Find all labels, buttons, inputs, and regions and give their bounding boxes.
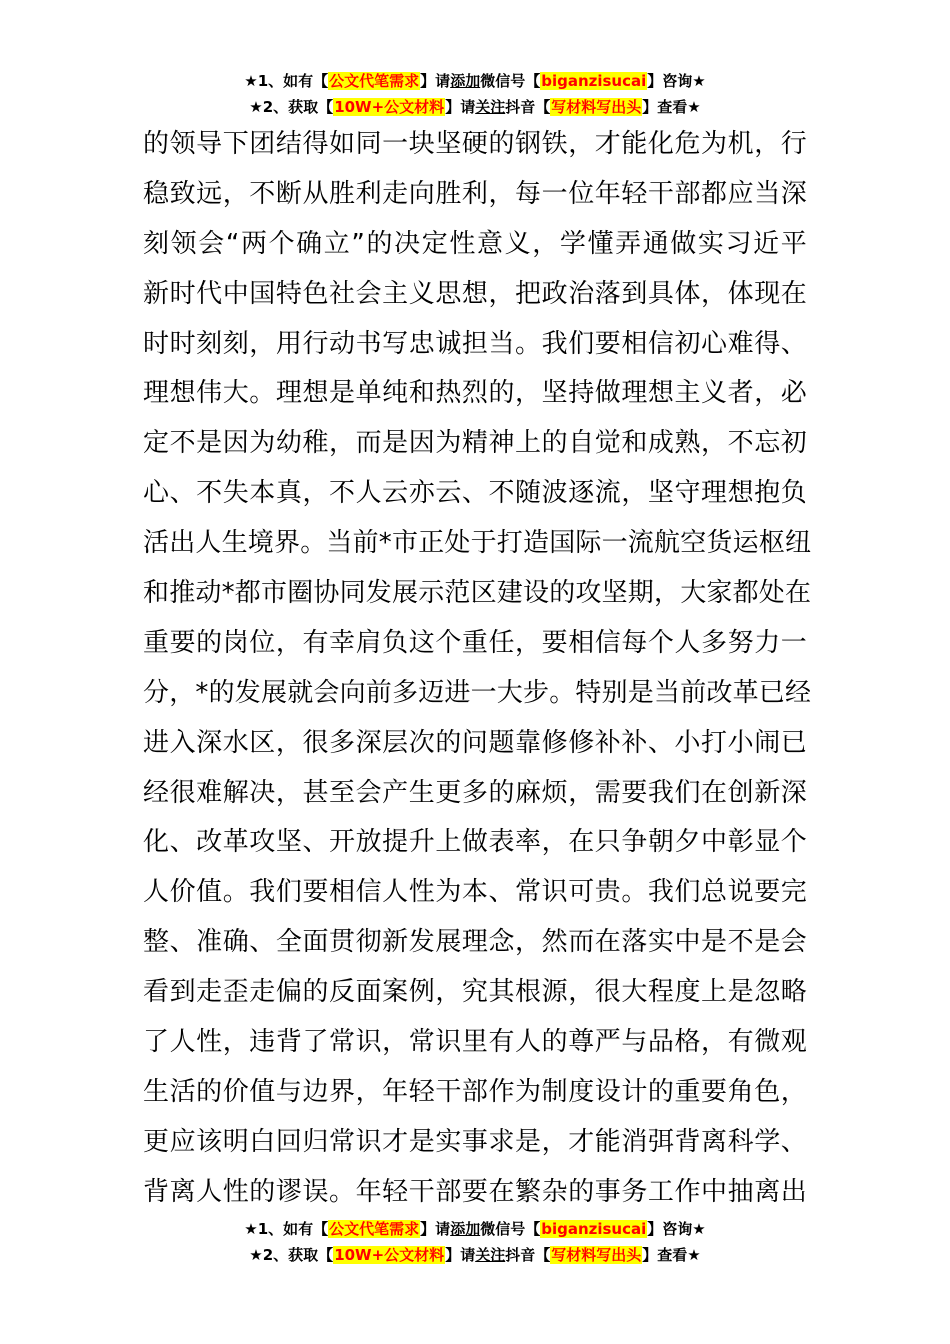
banner-line-1	[0, 1216, 950, 1242]
body-line: 人价值。我们要相信人性为本、常识可贵。我们总说要完	[143, 877, 807, 908]
body-line: 更应该明白回归常识才是实事求是，才能消弭背离科学、	[143, 1126, 807, 1157]
banner-text: 】请	[445, 1246, 476, 1264]
body-line: 进入深水区，很多深层次的问题靠修修补补、小打小闹已	[143, 727, 807, 758]
underlined-text: 添加	[450, 1220, 481, 1238]
banner-text: 】请	[445, 98, 476, 116]
banner-text: ★2、获取【	[249, 98, 334, 116]
header-banner	[0, 68, 950, 120]
body-line: 了人性，违背了常识，常识里有人的尊严与品格，有微观	[143, 1027, 807, 1058]
body-line: 和推动*都市圈协同发展示范区建设的攻坚期，大家都处在	[143, 578, 812, 609]
underlined-text: 关注	[475, 1246, 506, 1264]
banner-text: 】查看★	[642, 1246, 701, 1264]
body-line: 生活的价值与边界，年轻干部作为制度设计的重要角色，	[143, 1076, 807, 1107]
highlight-douyin: 写材料写出头	[551, 1246, 642, 1264]
banner-text: 】咨询★	[647, 1220, 706, 1238]
body-line: 刻领会“两个确立”的决定性意义，学懂弄通做实习近平	[143, 228, 807, 259]
body-line: 经很难解决，甚至会产生更多的麻烦，需要我们在创新深	[143, 777, 807, 808]
banner-text: 抖音【	[505, 98, 551, 116]
body-line: 的领导下团结得如同一块坚硬的钢铁，才能化危为机，行	[143, 129, 807, 159]
banner-text: ★1、如有【	[244, 72, 329, 90]
banner-text: ★1、如有【	[244, 1220, 329, 1238]
highlight-wechat-id: biganzisucai	[541, 72, 647, 90]
banner-text: 抖音【	[505, 1246, 551, 1264]
body-line: 活出人生境界。当前*市正处于打造国际一流航空货运枢纽	[143, 528, 812, 559]
body-line: 新时代中国特色社会主义思想，把政治落到具体，体现在	[143, 278, 807, 309]
banner-text: 微信号【	[480, 72, 541, 90]
banner-text: 微信号【	[480, 1220, 541, 1238]
banner-line-1	[0, 68, 950, 94]
highlight-materials: 10W+公文材料	[334, 98, 445, 116]
body-line: 化、改革攻坚、开放提升上做表率，在只争朝夕中彰显个	[143, 827, 807, 858]
body-line: 时时刻刻，用行动书写忠诚担当。我们要相信初心难得、	[143, 328, 807, 359]
highlight-materials: 10W+公文材料	[334, 1246, 445, 1264]
body-line: 稳致远，不断从胜利走向胜利，每一位年轻干部都应当深	[143, 178, 807, 209]
body-line: 分，*的发展就会向前多迈进一大步。特别是当前改革已经	[143, 677, 812, 708]
body-line: 整、准确、全面贯彻新发展理念，然而在落实中是不是会	[143, 927, 807, 958]
highlight-service: 公文代笔需求	[329, 72, 420, 90]
body-line: 理想伟大。理想是单纯和热烈的，坚持做理想主义者，必	[143, 378, 807, 409]
body-line: 重要的岗位，有幸肩负这个重任，要相信每个人多努力一	[143, 627, 807, 658]
highlight-douyin: 写材料写出头	[551, 98, 642, 116]
banner-text: ★2、获取【	[249, 1246, 334, 1264]
banner-line-2	[0, 1242, 950, 1268]
banner-text: 】请	[420, 1220, 451, 1238]
banner-text: 】请	[420, 72, 451, 90]
underlined-text: 关注	[475, 98, 506, 116]
highlight-service: 公文代笔需求	[329, 1220, 420, 1238]
body-line: 看到走歪走偏的反面案例，究其根源，很大程度上是忽略	[143, 977, 807, 1008]
banner-text: 】查看★	[642, 98, 701, 116]
banner-text: 】咨询★	[647, 72, 706, 90]
highlight-wechat-id: biganzisucai	[541, 1220, 647, 1238]
footer-banner	[0, 1216, 950, 1268]
body-line: 背离人性的谬误。年轻干部要在繁杂的事务工作中抽离出	[143, 1176, 807, 1207]
banner-line-2	[0, 94, 950, 120]
body-line: 心、不失本真，不人云亦云、不随波逐流，坚守理想抱负	[143, 478, 807, 509]
document-body	[143, 120, 812, 1218]
underlined-text: 添加	[450, 72, 481, 90]
body-line: 定不是因为幼稚，而是因为精神上的自觉和成熟，不忘初	[143, 428, 807, 459]
